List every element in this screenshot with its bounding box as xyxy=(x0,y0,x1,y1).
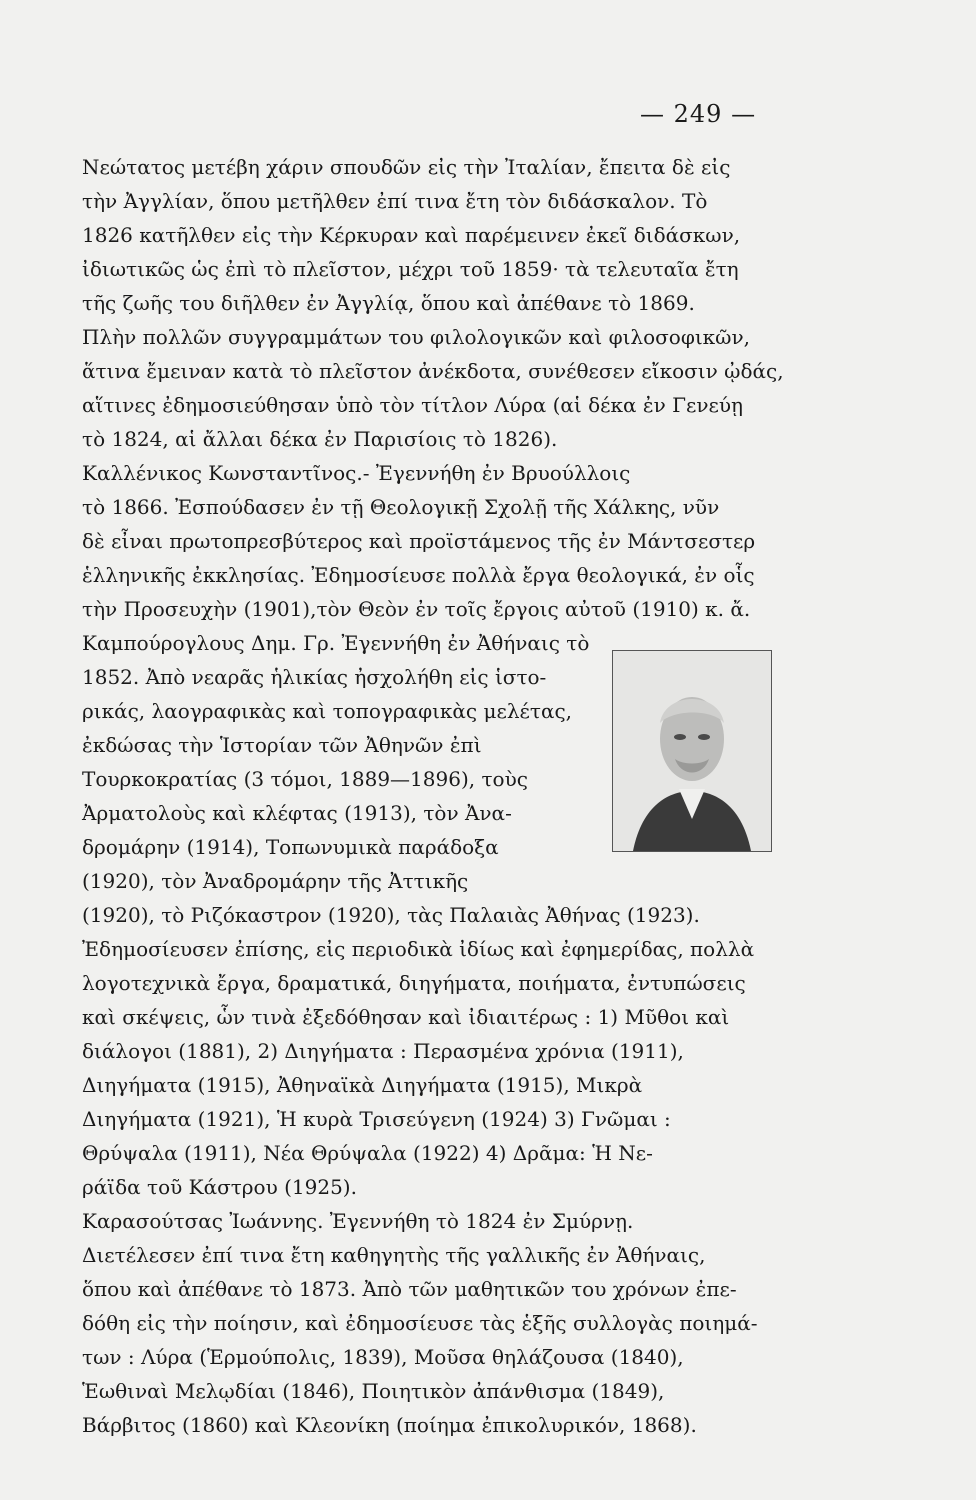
text-line: (1920), τὸν Ἀναδρομάρην τῆς Ἀττικῆς xyxy=(82,869,469,893)
text-line: αἵτινες ἐδημοσιεύθησαν ὑπὸ τὸν τίτλον Λύρα (αἱ δέκα ἐν Γενεύῃ xyxy=(82,393,744,417)
portrait-icon xyxy=(613,651,771,851)
text-line: λογοτεχνικὰ ἔργα, δραματικά, διηγήματα, ποιήματα, ἐντυπώσεις xyxy=(82,971,746,995)
text-line: δὲ εἶναι πρωτοπρεσβύτερος καὶ προϊστάμενος τῆς ἐν Μάντσεστερ xyxy=(82,529,756,553)
text-line: Διηγήματα (1915), Ἀθηναϊκὰ Διηγήματα (1915), Μικρὰ xyxy=(82,1073,643,1097)
text-line: Ἐδημοσίευσεν ἐπίσης, εἰς περιοδικὰ ἰδίως καὶ ἐφημερίδας, πολλὰ xyxy=(82,937,755,961)
text-line: καὶ σκέψεις, ὧν τινὰ ἐξεδόθησαν καὶ ἰδιαιτέρως : 1) Μῦθοι καὶ xyxy=(82,1005,730,1029)
text-line: Ἑωθιναὶ Μελῳδίαι (1846), Ποιητικὸν ἀπάνθισμα (1849), xyxy=(82,1379,665,1403)
text-line: Διετέλεσεν ἐπί τινα ἔτη καθηγητὴς τῆς γαλλικῆς ἐν Ἀθήναις, xyxy=(82,1243,706,1267)
text-line: ρικάς, λαογραφικὰς καὶ τοπογραφικὰς μελέτας, xyxy=(82,699,573,723)
text-line: (1920), τὸ Ριζόκαστρον (1920), τὰς Παλαιὰς Ἀθήνας (1923). xyxy=(82,903,700,927)
text-line: τὸ 1824, αἱ ἄλλαι δέκα ἐν Παρισίοις τὸ 1826). xyxy=(82,427,558,451)
text-line: Πλὴν πολλῶν συγγραμμάτων του φιλολογικῶν καὶ φιλοσοφικῶν, xyxy=(82,325,750,349)
entry-heading-line: Καρασούτσας Ἰωάννης. Ἐγεννήθη τὸ 1824 ἐν Σμύρνῃ. xyxy=(82,1209,634,1233)
text-line: Θρύψαλα (1911), Νέα Θρύψαλα (1922) 4) Δρᾶμα: Ἡ Νε- xyxy=(82,1141,653,1165)
text-line: δρομάρην (1914), Τοπωνυμικὰ παράδοξα xyxy=(82,835,499,859)
page-number: — 249 — xyxy=(640,100,757,128)
text-line: των : Λύρα (Ἑρμούπολις, 1839), Μοῦσα θηλάζουσα (1840), xyxy=(82,1345,684,1369)
text-line: ἅτινα ἔμειναν κατὰ τὸ πλεῖστον ἀνέκδοτα, συνέθεσεν εἴκοσιν ᾠδάς, xyxy=(82,359,784,383)
text-line: Ἀρματολοὺς καὶ κλέφτας (1913), τὸν Ἀνα- xyxy=(82,801,512,825)
text-line: 1852. Ἀπὸ νεαρᾶς ἡλικίας ἠσχολήθη εἰς ἱστο- xyxy=(82,665,547,689)
entry-heading-line: Καμπούρογλους Δημ. Γρ. Ἐγεννήθη ἐν Ἀθήναις τὸ xyxy=(82,631,590,655)
portrait-photo xyxy=(612,650,772,852)
text-line: ράϊδα τοῦ Κάστρου (1925). xyxy=(82,1175,357,1199)
text-line: 1826 κατῆλθεν εἰς τὴν Κέρκυραν καὶ παρέμεινεν ἐκεῖ διδάσκων, xyxy=(82,223,741,247)
text-line: Νεώτατος μετέβη χάριν σπουδῶν εἰς τὴν Ἰταλίαν, ἔπειτα δὲ εἰς xyxy=(82,155,731,179)
text-line: ἐκδώσας τὴν Ἱστορίαν τῶν Ἀθηνῶν ἐπὶ xyxy=(82,733,482,757)
text-line: τὴν Προσευχὴν (1901),τὸν Θεὸν ἐν τοῖς ἔργοις αὐτοῦ (1910) κ. ἄ. xyxy=(82,597,751,621)
text-line: Τουρκοκρατίας (3 τόμοι, 1889—1896), τοὺς xyxy=(82,767,528,791)
text-line: ἰδιωτικῶς ὡς ἐπὶ τὸ πλεῖστον, μέχρι τοῦ 1859· τὰ τελευταῖα ἔτη xyxy=(82,257,739,281)
text-line: τὴν Ἀγγλίαν, ὅπου μετῆλθεν ἐπί τινα ἔτη τὸν διδάσκαλον. Τὸ xyxy=(82,189,708,213)
text-line: Διηγήματα (1921), Ἡ κυρὰ Τρισεύγενη (1924) 3) Γνῶμαι : xyxy=(82,1107,671,1131)
text-line: τῆς ζωῆς του διῆλθεν ἐν Ἀγγλίᾳ, ὅπου καὶ ἀπέθανε τὸ 1869. xyxy=(82,291,695,315)
text-line: διάλογοι (1881), 2) Διηγήματα : Περασμένα χρόνια (1911), xyxy=(82,1039,684,1063)
text-line: Βάρβιτος (1860) καὶ Κλεονίκη (ποίημα ἐπικολυρικόν, 1868). xyxy=(82,1413,697,1437)
entry-heading-line: Καλλένικος Κωνσταντῖνος.- Ἐγεννήθη ἐν Βρυούλλοις xyxy=(82,461,631,485)
text-line: τὸ 1866. Ἐσπούδασεν ἐν τῇ Θεολογικῇ Σχολῇ τῆς Χάλκης, νῦν xyxy=(82,495,720,519)
text-line: ὅπου καὶ ἀπέθανε τὸ 1873. Ἀπὸ τῶν μαθητικῶν του χρόνων ἐπε- xyxy=(82,1277,737,1301)
text-line: ἑλληνικῆς ἐκκλησίας. Ἐδημοσίευσε πολλὰ ἔργα θεολογικά, ἐν οἷς xyxy=(82,563,755,587)
text-line: δόθη εἰς τὴν ποίησιν, καὶ ἐδημοσίευσε τὰς ἑξῆς συλλογὰς ποιημά- xyxy=(82,1311,758,1335)
